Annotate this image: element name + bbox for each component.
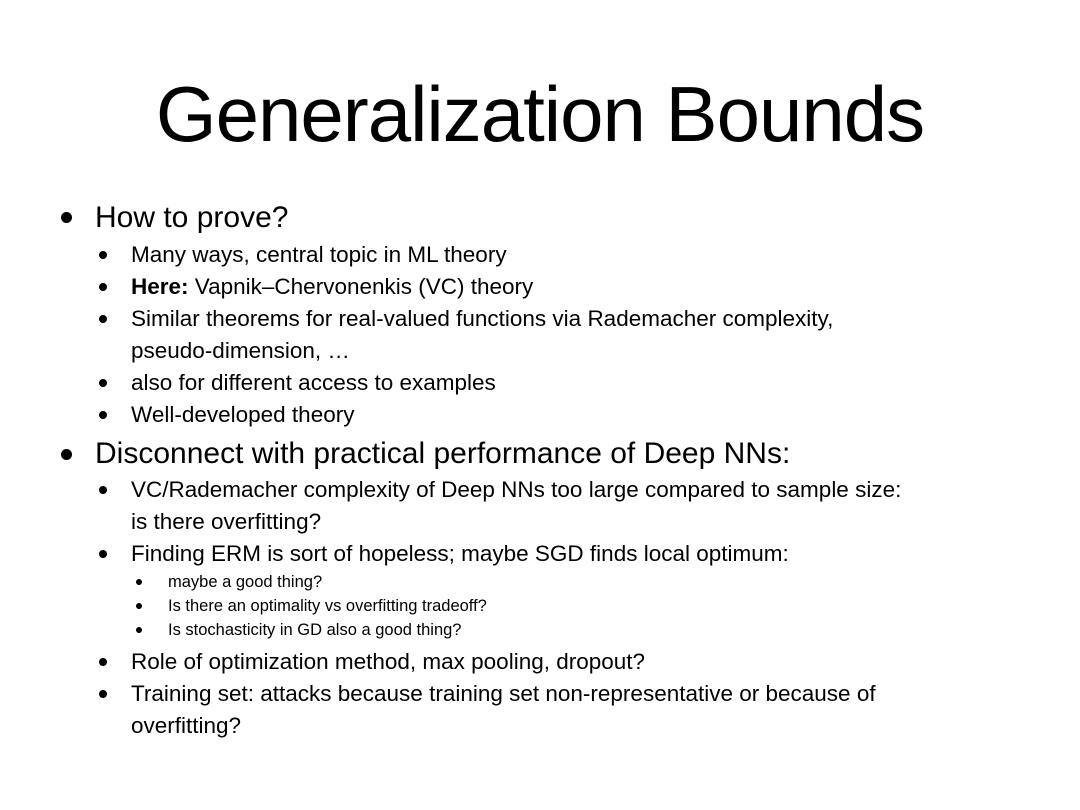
sub-bullet-vc-theory bbox=[131, 272, 533, 302]
bullet-dot-icon bbox=[99, 690, 107, 698]
bullet-dot-icon bbox=[99, 411, 107, 419]
bullet-dot-icon bbox=[99, 283, 107, 291]
bullet-dot-icon bbox=[99, 315, 107, 323]
bullet-dot-icon bbox=[99, 486, 107, 494]
sub-bullet-training-set-line1: Training set: attacks because training set non-representative or because of bbox=[131, 681, 876, 706]
bullet-dot-icon bbox=[136, 627, 142, 633]
sub-bullet-role-optimization: Role of optimization method, max pooling, dropout? bbox=[131, 649, 646, 674]
sub-bullet-similar-theorems-line1: Similar theorems for real-valued functions via Rademacher complexity, bbox=[131, 306, 834, 331]
here-label: Here: bbox=[131, 274, 189, 299]
sub-bullet-training-set-line2: overfitting? bbox=[131, 713, 242, 738]
sub-bullet-many-ways: Many ways, central topic in ML theory bbox=[131, 242, 507, 267]
bullet-dot-icon bbox=[136, 603, 142, 609]
sub-bullet-access-examples: also for different access to examples bbox=[131, 370, 496, 395]
vc-theory-text: Vapnik–Chervonenkis (VC) theory bbox=[188, 274, 534, 299]
sub-sub-bullet-good-thing: maybe a good thing? bbox=[168, 573, 323, 591]
bullet-dot-icon bbox=[99, 379, 107, 387]
bullet-dot-icon bbox=[99, 251, 107, 259]
sub-bullet-finding-erm: Finding ERM is sort of hopeless; maybe SGD finds local optimum: bbox=[131, 541, 789, 566]
sub-bullet-vc-rademacher-line1: VC/Rademacher complexity of Deep NNs too large compared to sample size: bbox=[131, 477, 902, 502]
bullet-disconnect: Disconnect with practical performance of Deep NNs: bbox=[95, 437, 791, 470]
bullet-dot-icon bbox=[61, 449, 72, 460]
slide-title: Generalization Bounds bbox=[155, 70, 925, 158]
sub-bullet-vc-rademacher-line2: is there overfitting? bbox=[131, 509, 322, 534]
sub-bullet-well-developed: Well-developed theory bbox=[131, 402, 355, 427]
bullet-dot-icon bbox=[61, 212, 72, 223]
bullet-dot-icon bbox=[136, 579, 142, 585]
bullet-dot-icon bbox=[99, 658, 107, 666]
bullet-dot-icon bbox=[99, 550, 107, 558]
sub-bullet-similar-theorems-line2: pseudo-dimension, … bbox=[131, 338, 350, 363]
sub-sub-bullet-tradeoff: Is there an optimality vs overfitting tradeoff? bbox=[168, 597, 487, 615]
sub-sub-bullet-stochasticity: Is stochasticity in GD also a good thing? bbox=[168, 621, 462, 639]
bullet-how-to-prove: How to prove? bbox=[95, 201, 289, 234]
